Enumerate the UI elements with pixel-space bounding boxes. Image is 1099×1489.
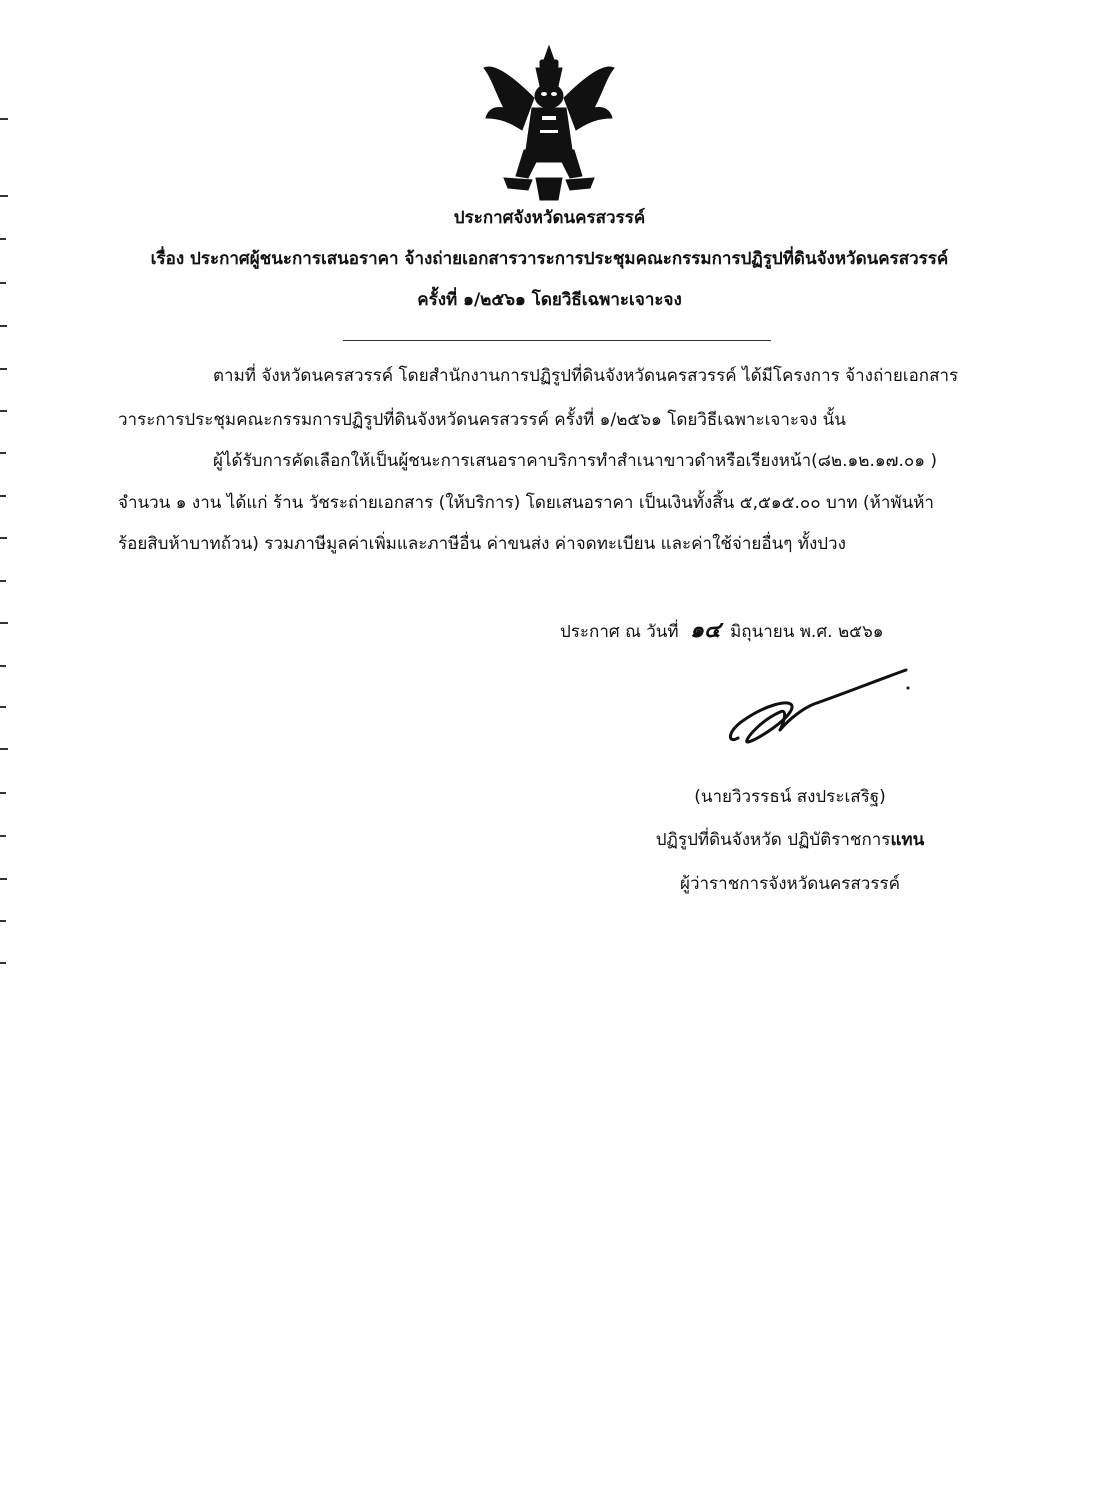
paragraph-2-line-3: ร้อยสิบห้าบาทถ้วน) รวมภาษีมูลค่าเพิ่มและภาษีอื่น ค่าขนส่ง ค่าจดทะเบียน และค่าใช้จ่ายอื่นๆ ทั้งปวง bbox=[118, 534, 846, 554]
paragraph-1-line-1: ตามที่ จังหวัดนครสวรรค์ โดยสำนักงานการปฏิรูปที่ดินจังหวัดนครสวรรค์ ได้มีโครงการ จ้างถ่ายเอกสาร bbox=[213, 366, 959, 386]
date-prefix: ประกาศ ณ วันที่ bbox=[560, 622, 679, 642]
announcement-date bbox=[560, 612, 884, 647]
handwritten-signature-icon bbox=[718, 660, 918, 760]
signatory-name: (นายวิวรรธน์ สงประเสริฐ) bbox=[694, 787, 886, 807]
divider-line bbox=[343, 340, 771, 341]
paragraph-2-line-1: ผู้ได้รับการคัดเลือกให้เป็นผู้ชนะการเสนอราคาบริการทำสำเนาขาวดำหรือเรียงหน้า(๘๒.๑๒.๑๗.๐๑ ) bbox=[213, 451, 938, 471]
paragraph-2-line-2: จำนวน ๑ งาน ได้แก่ ร้าน วัชระถ่ายเอกสาร (ให้บริการ) โดยเสนอราคา เป็นเงินทั้งสิ้น ๕,๕๑๕.๐๐ บาท (ห้าพันห้า bbox=[118, 493, 934, 513]
date-day: ๑๔ bbox=[690, 617, 721, 643]
signatory-position-1 bbox=[640, 826, 940, 853]
paragraph-1-line-2: วาระการประชุมคณะกรรมการปฏิรูปที่ดินจังหวัดนครสวรรค์ ครั้งที่ ๑/๒๕๖๑ โดยวิธีเฉพาะเจาะจง นั้น bbox=[118, 410, 846, 430]
signatory-position-1-text: ปฏิรูปที่ดินจังหวัด ปฏิบัติราชการ bbox=[655, 830, 891, 850]
scan-edge-marks bbox=[0, 0, 14, 1000]
document-subject-line-2: ครั้งที่ ๑/๒๕๖๑ โดยวิธีเฉพาะเจาะจง bbox=[417, 290, 682, 310]
document-title: ประกาศจังหวัดนครสวรรค์ bbox=[453, 208, 646, 228]
garuda-emblem-icon bbox=[474, 38, 624, 206]
document-subject-line-1: เรื่อง ประกาศผู้ชนะการเสนอราคา จ้างถ่ายเอกสารวาระการประชุมคณะกรรมการปฏิรูปที่ดินจังหวัดนครสวรรค์ bbox=[150, 249, 949, 269]
signatory-position-1-bold: แทน bbox=[890, 830, 925, 850]
signatory-position-2: ผู้ว่าราชการจังหวัดนครสวรรค์ bbox=[680, 874, 900, 894]
date-suffix: มิถุนายน พ.ศ. ๒๕๖๑ bbox=[730, 622, 884, 642]
